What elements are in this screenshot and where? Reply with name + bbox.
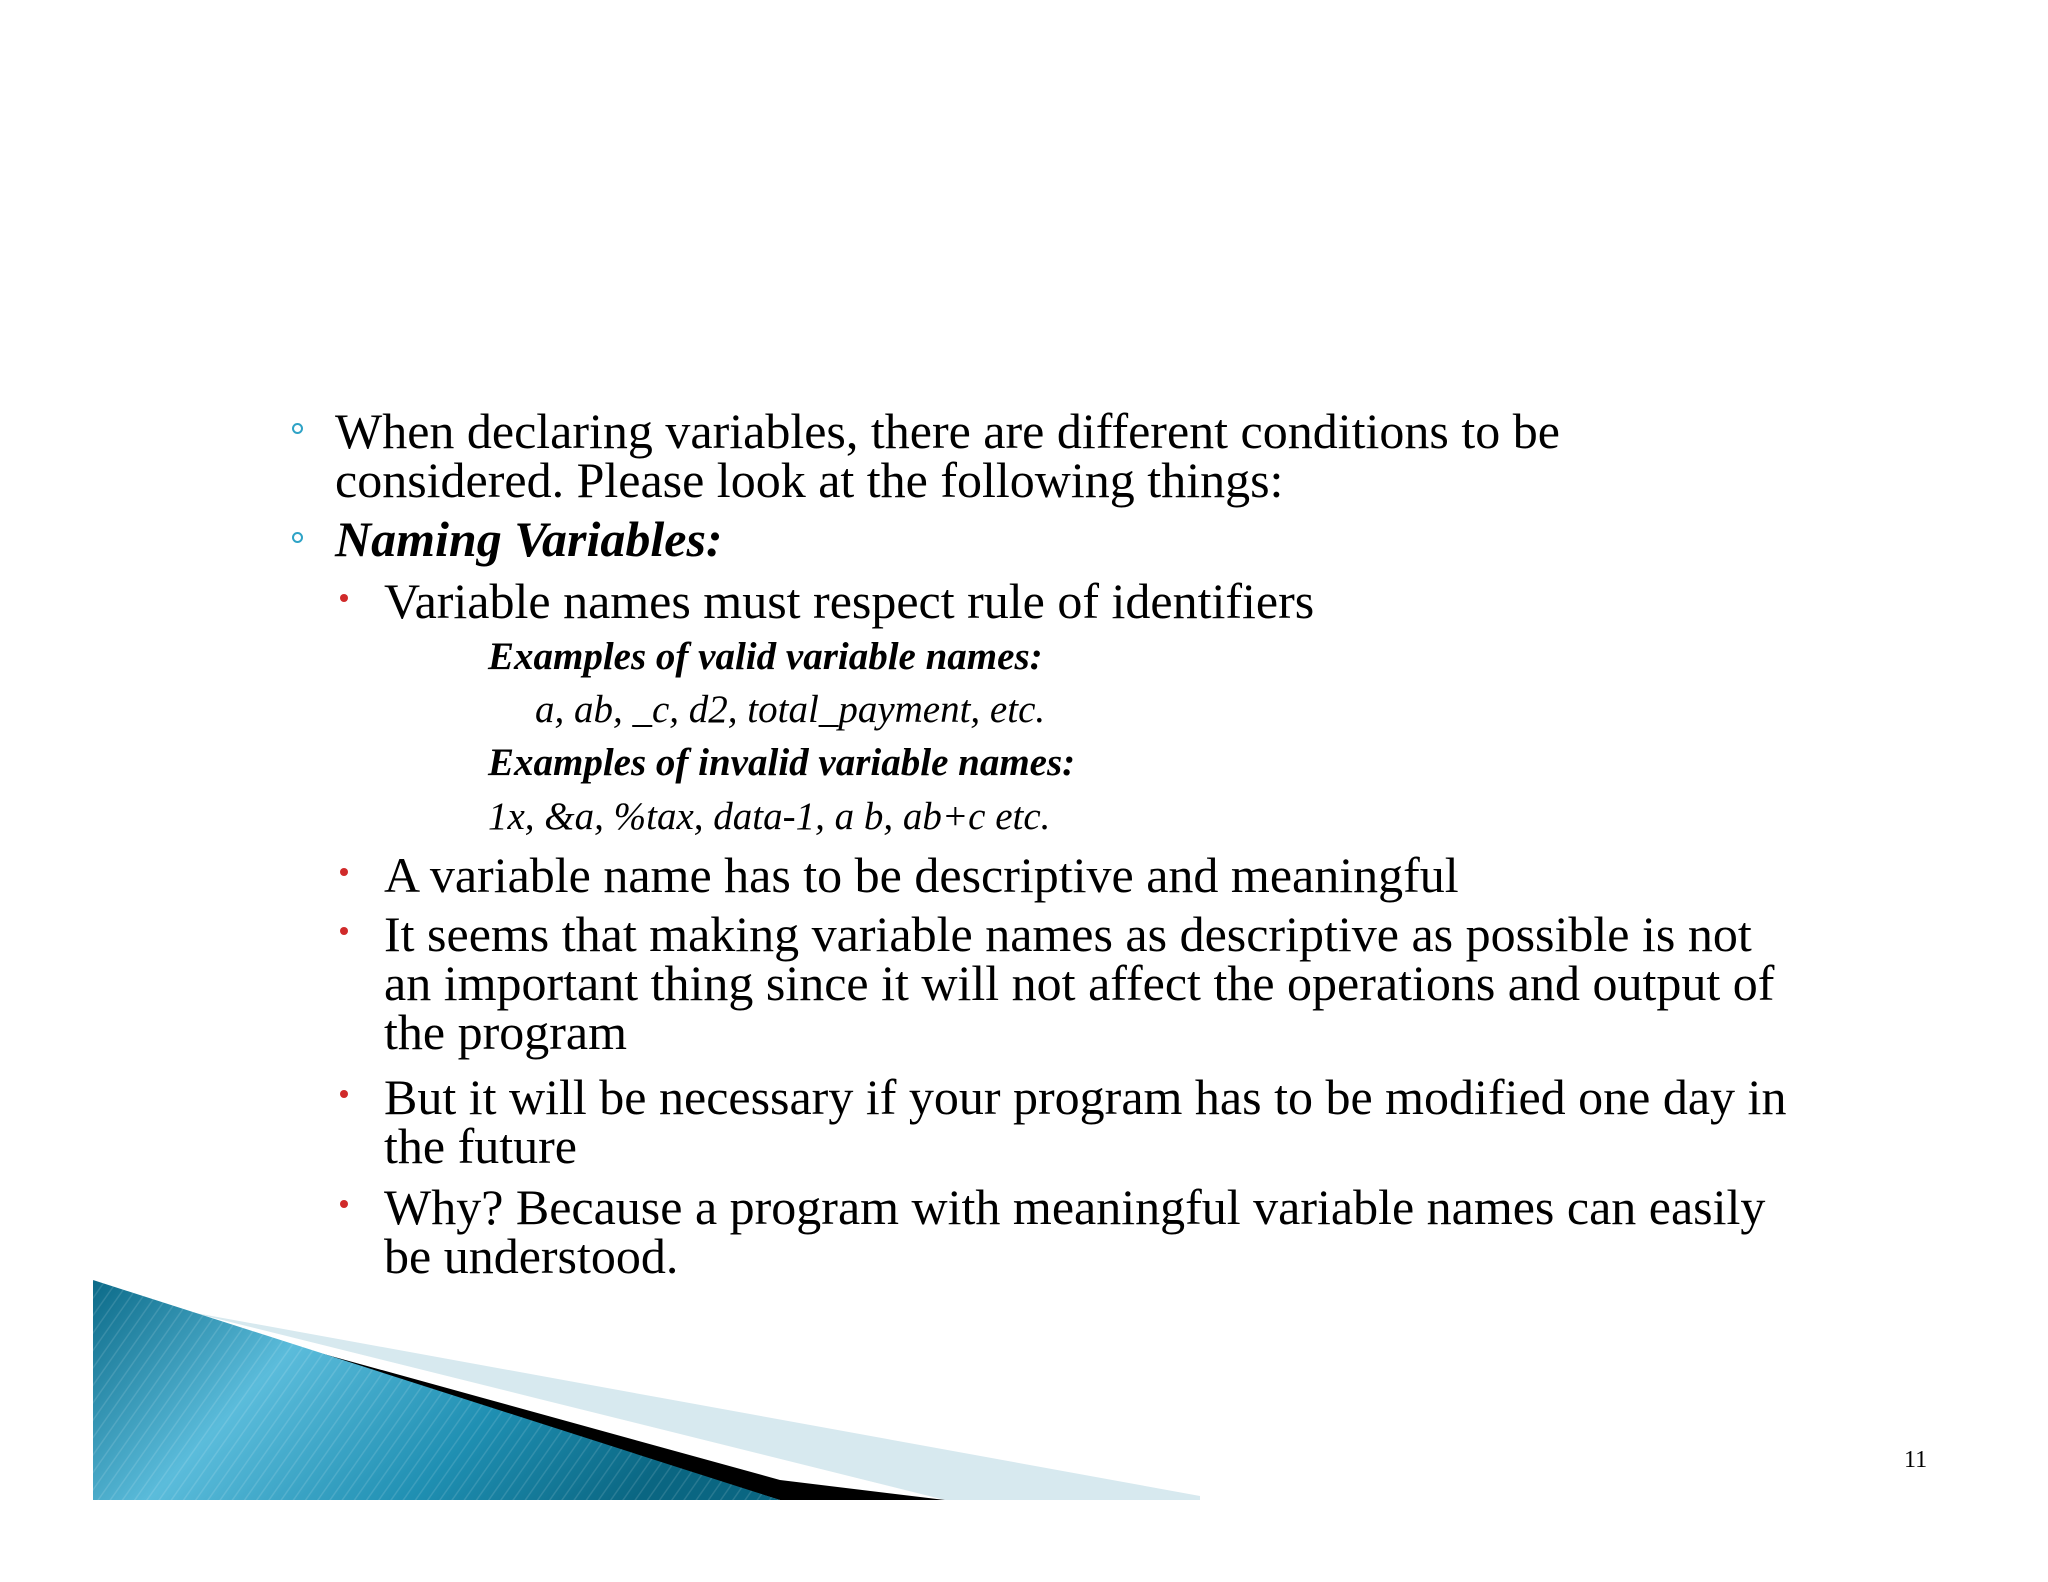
bullet-text-line: the program xyxy=(384,1004,627,1060)
red-dot-bullet-icon xyxy=(340,868,348,876)
section-heading: Naming Variables: xyxy=(335,511,723,567)
bullet-text-line: Variable names must respect rule of identifiers xyxy=(384,573,1315,629)
red-dot-bullet-icon xyxy=(340,1200,348,1208)
bullet-text-line: A variable name has to be descriptive and meaningful xyxy=(384,847,1459,903)
circle-bullet-icon xyxy=(292,532,303,543)
bullet-text-line: an important thing since it will not affect the operations and output of xyxy=(384,955,1775,1011)
bullet-text-line: Why? Because a program with meaningful variable names can easily xyxy=(384,1179,1766,1235)
red-dot-bullet-icon xyxy=(340,594,348,602)
red-dot-bullet-icon xyxy=(340,1090,348,1098)
red-dot-bullet-icon xyxy=(340,927,348,935)
bullet-text-line: It seems that making variable names as descriptive as possible is not xyxy=(384,906,1752,962)
bullet-text-line: be understood. xyxy=(384,1228,679,1284)
invalid-examples-heading: Examples of invalid variable names: xyxy=(488,741,1076,784)
invalid-examples-list: 1x, &a, %tax, data-1, a b, ab+c etc. xyxy=(488,795,1051,838)
circle-bullet-icon xyxy=(292,423,303,434)
bullet-text-line: the future xyxy=(384,1118,577,1174)
bullet-text-line: considered. Please look at the following things: xyxy=(335,452,1284,508)
valid-examples-list: a, ab, _c, d2, total_payment, etc. xyxy=(535,688,1046,731)
page-number: 11 xyxy=(1904,1447,1928,1473)
bullet-text-line: When declaring variables, there are different conditions to be xyxy=(335,403,1560,459)
bullet-text-line: But it will be necessary if your program has to be modified one day in xyxy=(384,1069,1787,1125)
valid-examples-heading: Examples of valid variable names: xyxy=(488,635,1043,678)
